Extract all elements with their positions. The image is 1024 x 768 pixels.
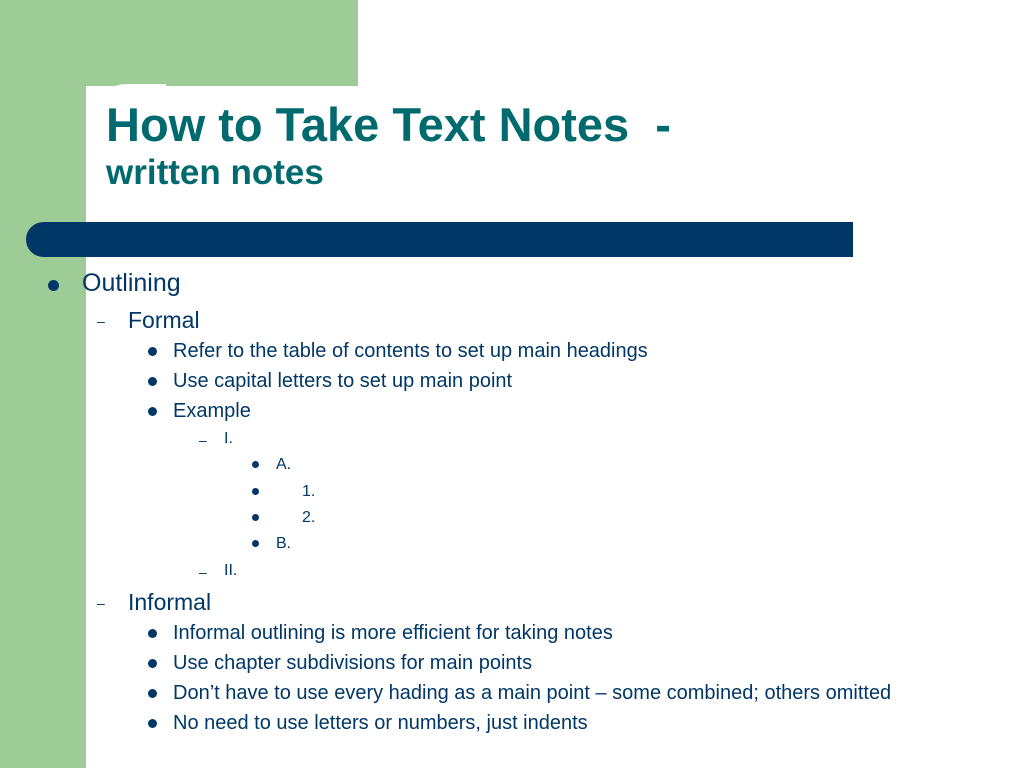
outline-item-roman-one: I. (224, 430, 233, 447)
outline-item: A. (276, 456, 292, 473)
outline-item: 1. (302, 483, 316, 500)
dash-icon: – (199, 564, 207, 580)
green-side-bar (0, 0, 86, 768)
outline-item: Refer to the table of contents to set up main headings (173, 340, 648, 362)
bullet-dot-icon (148, 407, 157, 416)
outline-item: No need to use letters or numbers, just indents (173, 712, 588, 734)
bullet-dot-icon (252, 488, 259, 495)
bullet-dot-icon (148, 629, 157, 638)
outline-item: Don’t have to use every hading as a main point – some combined; others omitted (173, 682, 892, 704)
outline-item: B. (276, 535, 292, 552)
bullet-dot-icon (148, 377, 157, 386)
dash-icon: – (97, 313, 105, 329)
dash-icon: – (199, 432, 207, 448)
bullet-dot-icon (148, 347, 157, 356)
bullet-dot-icon (148, 659, 157, 668)
outline-item: 2. (302, 509, 316, 526)
outline-item-informal: Informal (128, 589, 212, 615)
dash-icon: – (97, 595, 105, 611)
bullet-dot-icon (252, 540, 259, 547)
outline-item: Informal outlining is more efficient for taking notes (173, 622, 613, 644)
outline-item-roman-two: II. (224, 562, 238, 579)
slide-subtitle: written notes (106, 153, 324, 192)
outline-item-formal: Formal (128, 307, 200, 333)
outline-item: Use chapter subdivisions for main points (173, 652, 533, 674)
outline-item: Use capital letters to set up main point (173, 370, 513, 392)
bullet-dot-icon (252, 461, 259, 468)
green-top-block (86, 0, 358, 86)
title-divider-bar (26, 222, 853, 257)
outline-item-outlining: Outlining (82, 269, 181, 297)
bullet-dot-icon (252, 514, 259, 521)
outline-item: Example (173, 400, 251, 422)
title-area (106, 96, 671, 192)
bullet-dot-icon (148, 719, 157, 728)
bullet-dot-icon (148, 689, 157, 698)
bullet-dot-icon (48, 280, 59, 291)
slide-title: How to Take Text Notes - (106, 98, 671, 151)
